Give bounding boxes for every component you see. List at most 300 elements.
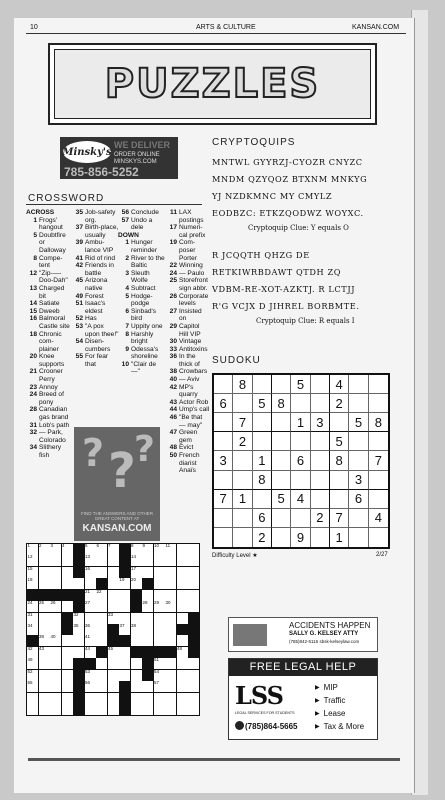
crossword-cell[interactable] [177,693,188,704]
crossword-cell[interactable] [131,555,142,566]
sudoku-cell[interactable]: 5 [291,375,310,394]
crossword-cell[interactable] [131,578,142,589]
crossword-cell[interactable] [73,647,84,658]
sudoku-cell[interactable] [291,394,310,413]
crossword-cell[interactable] [39,647,50,658]
crossword-cell[interactable] [85,670,96,681]
crossword-cell[interactable] [188,567,199,578]
clue-text: — Paulo [179,269,205,277]
crossword-cell[interactable] [27,544,38,555]
crossword-cell[interactable] [154,544,165,555]
crossword-cell[interactable] [108,670,119,681]
clue-number: 25 [169,277,177,285]
crossword-cell[interactable] [39,704,50,715]
crossword-cell[interactable] [165,578,176,589]
crossword-cell[interactable] [62,578,73,589]
crossword-cell[interactable] [142,555,153,566]
crossword-cell[interactable] [142,601,153,612]
crossword-cell[interactable] [62,601,73,612]
crossword-cell[interactable] [85,704,96,715]
sudoku-cell[interactable] [369,490,388,509]
crossword-cell[interactable] [39,635,50,646]
clue-number: 52 [75,315,83,323]
clue-item [118,346,166,361]
sudoku-cell[interactable]: 8 [233,375,252,394]
sudoku-cell[interactable]: 8 [369,413,388,432]
crossword-cell[interactable] [62,681,73,692]
clue-number: 33 [169,345,177,353]
sudoku-cell[interactable]: 8 [253,471,272,490]
sudoku-cell[interactable]: 5 [330,432,349,451]
crossword-cell[interactable] [131,544,142,555]
sudoku-cell[interactable] [349,432,368,451]
crossword-cell[interactable] [62,693,73,704]
clue-text: Crowbars [179,368,208,376]
crossword-cell[interactable] [27,647,38,658]
crossword-cell[interactable] [154,681,165,692]
sudoku-cell[interactable]: 1 [330,528,349,547]
sudoku-cell[interactable] [369,394,388,413]
crossword-cell[interactable] [62,555,73,566]
clue-text: MP's quarry [179,383,198,399]
sudoku-cell[interactable]: 2 [311,509,330,528]
crossword-cell[interactable] [177,658,188,669]
clue-text: Evict [179,444,194,452]
sudoku-cell[interactable]: 1 [253,451,272,470]
crossword-cell[interactable] [119,658,130,669]
crossword-cell[interactable] [165,590,176,601]
sudoku-cell[interactable] [253,432,272,451]
crossword-cell[interactable] [165,704,176,715]
crossword-cell[interactable] [39,544,50,555]
crossword-cell[interactable] [27,693,38,704]
sudoku-cell[interactable] [214,509,233,528]
clue-item [26,232,72,255]
crossword-cell[interactable] [96,704,107,715]
crossword-black-cell [119,693,130,704]
crossword-cell[interactable] [96,555,107,566]
clue-item [118,255,166,270]
crossword-cell[interactable] [50,635,61,646]
crossword-cell[interactable] [131,704,142,715]
cryptoquip2-line: R JCQQTH QHZG DE [212,250,310,260]
sudoku-grid[interactable] [212,373,390,549]
sudoku-cell[interactable] [349,451,368,470]
crossword-cell[interactable] [177,647,188,658]
clue-text: Has [85,315,97,323]
crossword-cell[interactable] [165,555,176,566]
sudoku-cell[interactable]: 7 [214,490,233,509]
sudoku-cell[interactable] [369,528,388,547]
sudoku-cell[interactable] [214,413,233,432]
sudoku-cell[interactable]: 7 [233,413,252,432]
crossword-cell[interactable] [96,624,107,635]
sudoku-cell[interactable] [369,375,388,394]
sudoku-cell[interactable] [311,375,330,394]
crossword-cell[interactable] [50,544,61,555]
sudoku-cell[interactable]: 6 [214,394,233,413]
attorney-ad[interactable] [228,617,378,652]
crossword-cell[interactable] [85,578,96,589]
crossword-cell[interactable] [188,670,199,681]
sudoku-cell[interactable] [311,490,330,509]
crossword-cell[interactable] [131,658,142,669]
clue-number: 15 [29,307,37,315]
crossword-cell[interactable] [108,567,119,578]
sudoku-cell[interactable] [330,413,349,432]
crossword-cell[interactable] [119,601,130,612]
crossword-cell[interactable] [188,555,199,566]
crossword-cell[interactable] [177,590,188,601]
crossword-cell[interactable] [85,613,96,624]
sudoku-cell[interactable] [291,471,310,490]
sudoku-cell[interactable] [272,509,291,528]
service-item: ▶ Lease [315,709,346,718]
crossword-cell[interactable] [177,670,188,681]
crossword-cell[interactable] [188,590,199,601]
sudoku-cell[interactable]: 6 [291,451,310,470]
crossword-cell[interactable] [142,567,153,578]
sudoku-cell[interactable]: 5 [272,490,291,509]
sudoku-cell[interactable] [233,471,252,490]
crossword-cell[interactable] [177,681,188,692]
crossword-cell[interactable] [154,567,165,578]
crossword-cell[interactable] [119,647,130,658]
crossword-cell[interactable] [50,681,61,692]
sudoku-cell[interactable]: 2 [233,432,252,451]
sudoku-cell[interactable] [349,375,368,394]
crossword-cell[interactable] [142,613,153,624]
crossword-cell[interactable] [96,601,107,612]
clue-text: Dweeb [39,307,60,315]
crossword-cell[interactable] [165,544,176,555]
crossword-cell[interactable] [73,635,84,646]
crossword-cell[interactable] [154,670,165,681]
crossword-cell[interactable] [177,601,188,612]
crossword-cell[interactable] [62,635,73,646]
crossword-cell-number: 6 [96,543,100,548]
clue-item [26,331,72,354]
sudoku-cell[interactable] [272,413,291,432]
clue-number: 27 [169,307,177,315]
crossword-cell[interactable] [177,555,188,566]
crossword-cell[interactable] [188,681,199,692]
clue-number: 6 [125,307,129,315]
crossword-cell[interactable] [62,670,73,681]
crossword-cell[interactable] [27,613,38,624]
crossword-cell[interactable] [154,704,165,715]
sudoku-cell[interactable] [369,471,388,490]
crossword-cell[interactable] [119,590,130,601]
sudoku-cell[interactable]: 3 [214,451,233,470]
crossword-cell[interactable] [154,578,165,589]
crossword-cell[interactable] [119,613,130,624]
crossword-cell[interactable] [62,647,73,658]
crossword-cell[interactable] [142,635,153,646]
sudoku-cell[interactable]: 6 [253,509,272,528]
sudoku-cell[interactable]: 5 [253,394,272,413]
sudoku-cell[interactable] [253,413,272,432]
sudoku-cell[interactable] [214,471,233,490]
sudoku-cell[interactable] [253,490,272,509]
crossword-cell[interactable] [108,681,119,692]
crossword-cell[interactable] [96,693,107,704]
sudoku-cell[interactable] [311,451,330,470]
sudoku-cell[interactable] [291,509,310,528]
sudoku-cell[interactable] [330,471,349,490]
sudoku-cell[interactable] [349,528,368,547]
crossword-cell[interactable] [50,613,61,624]
crossword-cell[interactable] [96,567,107,578]
sudoku-cell[interactable] [330,490,349,509]
sudoku-cell[interactable]: 4 [291,490,310,509]
crossword-cell[interactable] [85,635,96,646]
crossword-cell[interactable] [39,578,50,589]
clue-number: 41 [75,254,83,262]
crossword-cell[interactable] [96,544,107,555]
crossword-cell[interactable] [165,601,176,612]
crossword-cell[interactable] [131,613,142,624]
crossword-cell[interactable] [50,704,61,715]
crossword-cell[interactable] [154,613,165,624]
crossword-cell[interactable] [108,704,119,715]
crossword-cell[interactable] [39,613,50,624]
kansan-answers-ad[interactable] [74,427,160,541]
crossword-cell[interactable] [131,681,142,692]
crossword-cell[interactable] [50,601,61,612]
clue-item [26,368,72,383]
crossword-cell[interactable] [119,624,130,635]
crossword-cell[interactable] [50,670,61,681]
crossword-cell[interactable] [119,670,130,681]
crossword-cell[interactable] [142,693,153,704]
crossword-cell[interactable] [39,555,50,566]
sudoku-cell[interactable]: 1 [291,413,310,432]
crossword-cell[interactable] [108,613,119,624]
crossword-cell[interactable] [165,658,176,669]
sudoku-cell[interactable] [214,432,233,451]
crossword-cell[interactable] [108,544,119,555]
sudoku-cell[interactable]: 2 [330,394,349,413]
crossword-cell[interactable] [96,590,107,601]
sudoku-cell[interactable]: 4 [369,509,388,528]
sudoku-cell[interactable] [233,394,252,413]
crossword-cell[interactable] [165,624,176,635]
sudoku-cell[interactable]: 8 [272,394,291,413]
crossword-cell[interactable] [85,693,96,704]
down-clues-col3 [118,209,166,376]
crossword-cell[interactable] [108,578,119,589]
crossword-cell[interactable] [154,624,165,635]
sudoku-cell[interactable] [272,451,291,470]
crossword-cell[interactable] [27,681,38,692]
crossword-cell[interactable] [154,590,165,601]
service-item: ▶ Traffic [315,696,346,705]
crossword-cell[interactable] [27,578,38,589]
crossword-cell[interactable] [188,704,199,715]
sudoku-cell[interactable] [272,432,291,451]
crossword-cell[interactable] [85,624,96,635]
crossword-cell[interactable] [73,578,84,589]
crossword-cell[interactable] [27,670,38,681]
crossword-cell[interactable] [85,544,96,555]
crossword-cell[interactable] [50,647,61,658]
crossword-cell[interactable] [108,601,119,612]
crossword-cell[interactable] [50,567,61,578]
crossword-cell[interactable] [27,555,38,566]
crossword-cell[interactable] [165,635,176,646]
crossword-cell[interactable] [39,670,50,681]
crossword-cell[interactable] [131,693,142,704]
crossword-cell[interactable] [165,613,176,624]
sudoku-cell[interactable]: 7 [330,509,349,528]
sudoku-cell[interactable]: 6 [349,490,368,509]
crossword-cell[interactable] [27,704,38,715]
crossword-cell[interactable] [85,681,96,692]
sudoku-cell[interactable] [349,394,368,413]
crossword-cell[interactable] [96,681,107,692]
crossword-cell[interactable] [73,624,84,635]
crossword-cell[interactable] [96,613,107,624]
sudoku-cell[interactable] [233,528,252,547]
crossword-cell[interactable] [154,693,165,704]
crossword-cell[interactable] [154,635,165,646]
sudoku-cell[interactable] [311,528,330,547]
crossword-cell[interactable] [177,704,188,715]
crossword-cell[interactable] [108,555,119,566]
sudoku-cell[interactable] [272,471,291,490]
sudoku-cell[interactable]: 5 [349,413,368,432]
legal-help-ad[interactable] [228,658,378,740]
sudoku-cell[interactable]: 2 [253,528,272,547]
sudoku-cell[interactable] [311,394,330,413]
sudoku-cell[interactable] [369,432,388,451]
crossword-cell[interactable] [85,555,96,566]
sudoku-cell[interactable]: 9 [291,528,310,547]
crossword-cell[interactable] [50,658,61,669]
sudoku-cell[interactable] [311,432,330,451]
crossword-cell[interactable] [188,658,199,669]
sudoku-cell[interactable] [349,509,368,528]
sudoku-cell[interactable] [214,375,233,394]
crossword-cell[interactable] [142,624,153,635]
crossword-cell-number: 16 [85,565,91,571]
crossword-cell-number: 1 [27,543,31,548]
sudoku-cell[interactable] [272,528,291,547]
crossword-cell[interactable] [108,693,119,704]
crossword-cell[interactable] [165,681,176,692]
crossword-cell[interactable] [62,658,73,669]
sudoku-cell[interactable] [291,432,310,451]
clue-item [26,315,72,330]
crossword-cell[interactable] [50,624,61,635]
crossword-cell[interactable] [142,544,153,555]
crossword-cell[interactable] [27,624,38,635]
crossword-cell[interactable] [85,601,96,612]
crossword-cell[interactable] [39,693,50,704]
crossword-cell[interactable] [119,578,130,589]
crossword-cell[interactable] [131,567,142,578]
crossword-cell[interactable] [188,601,199,612]
crossword-cell[interactable] [165,693,176,704]
crossword-cell[interactable] [177,578,188,589]
crossword-black-cell [50,590,61,601]
crossword-cell[interactable] [39,601,50,612]
crossword-cell[interactable] [154,658,165,669]
crossword-cell[interactable] [39,567,50,578]
crossword-cell[interactable] [131,635,142,646]
crossword-cell[interactable] [177,613,188,624]
crossword-cell[interactable] [62,704,73,715]
crossword-cell[interactable] [27,658,38,669]
crossword-cell[interactable] [39,681,50,692]
crossword-cell[interactable] [50,578,61,589]
crossword-cell[interactable] [50,693,61,704]
sudoku-cell[interactable]: 8 [330,451,349,470]
minskys-ad[interactable] [60,137,178,179]
answers-ad-site: KANSAN.COM [82,523,152,534]
crossword-cell[interactable] [108,590,119,601]
sudoku-cell[interactable] [253,375,272,394]
crossword-cell[interactable] [96,658,107,669]
crossword-cell[interactable] [154,601,165,612]
crossword-cell[interactable] [85,567,96,578]
sudoku-cell[interactable] [233,451,252,470]
crossword-cell[interactable] [142,704,153,715]
crossword-cell[interactable] [188,578,199,589]
crossword-cell[interactable] [108,647,119,658]
crossword-cell[interactable] [85,647,96,658]
sudoku-cell[interactable]: 4 [330,375,349,394]
clue-number: 11 [170,209,177,216]
sudoku-cell[interactable]: 3 [311,413,330,432]
crossword-cell[interactable] [142,681,153,692]
crossword-cell[interactable] [177,635,188,646]
crossword-cell[interactable] [142,590,153,601]
crossword-cell[interactable] [39,658,50,669]
sudoku-cell[interactable] [233,509,252,528]
sudoku-cell[interactable] [272,375,291,394]
crossword-cell[interactable] [50,555,61,566]
crossword-cell[interactable] [165,670,176,681]
crossword-cell[interactable] [39,624,50,635]
sudoku-cell[interactable] [214,528,233,547]
sudoku-cell[interactable]: 1 [233,490,252,509]
sudoku-cell[interactable]: 7 [369,451,388,470]
crossword-cell[interactable] [108,658,119,669]
crossword-cell[interactable] [188,544,199,555]
crossword-cell[interactable] [96,635,107,646]
crossword-cell[interactable] [188,693,199,704]
crossword-cell[interactable] [85,590,96,601]
crossword-cell[interactable] [62,567,73,578]
crossword-cell[interactable] [154,555,165,566]
crossword-black-cell [73,567,84,578]
crossword-cell[interactable] [131,670,142,681]
crossword-cell[interactable] [73,613,84,624]
crossword-grid[interactable] [26,543,200,716]
crossword-cell[interactable] [27,601,38,612]
crossword-cell[interactable] [165,567,176,578]
crossword-cell[interactable] [96,670,107,681]
crossword-cell[interactable] [131,624,142,635]
sudoku-cell[interactable] [311,471,330,490]
crossword-cell[interactable] [27,567,38,578]
sudoku-cell[interactable]: 3 [349,471,368,490]
crossword-cell[interactable] [62,544,73,555]
crossword-cell[interactable] [177,544,188,555]
crossword-cell[interactable] [177,567,188,578]
